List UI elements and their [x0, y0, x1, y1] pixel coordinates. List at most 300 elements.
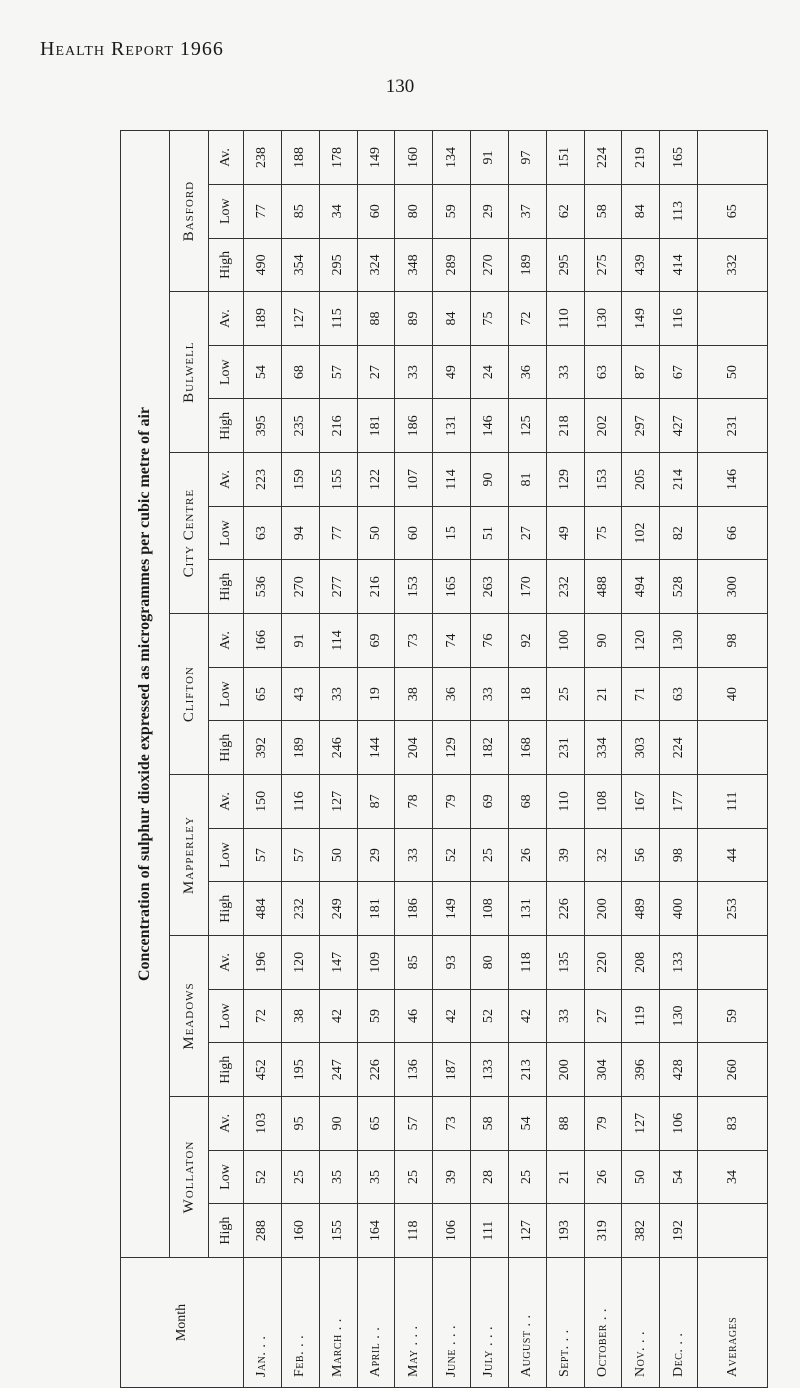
table-cell: 232 — [546, 560, 584, 614]
table-cell: 90 — [471, 453, 509, 507]
table-cell: 25 — [508, 1150, 546, 1204]
table-cell: 232 — [281, 882, 319, 936]
table-cell: 146 — [471, 399, 509, 453]
table-cell: 98 — [660, 828, 698, 882]
table-cell: 108 — [471, 882, 509, 936]
table-cell: 33 — [395, 828, 433, 882]
sub-header: Low — [209, 828, 244, 882]
month-label: Nov. . . — [622, 1258, 660, 1388]
table-cell: 67 — [660, 345, 698, 399]
sub-header: Av. — [209, 936, 244, 990]
table-cell: 116 — [660, 292, 698, 346]
month-label: October . . — [584, 1258, 622, 1388]
month-label: August . . — [508, 1258, 546, 1388]
table-cell: 52 — [244, 1150, 282, 1204]
table-cell: 18 — [508, 667, 546, 721]
table-row — [357, 131, 395, 1388]
table-cell: 42 — [433, 989, 471, 1043]
station-header: Wollaton — [170, 1097, 209, 1258]
average-cell: 111 — [698, 775, 768, 829]
table-cell: 25 — [395, 1150, 433, 1204]
table-cell: 29 — [357, 828, 395, 882]
table-cell: 42 — [319, 989, 357, 1043]
table-cell: 396 — [622, 1043, 660, 1097]
table-cell: 354 — [281, 238, 319, 292]
table-cell: 29 — [471, 184, 509, 238]
table-cell: 127 — [622, 1097, 660, 1151]
table-cell: 160 — [281, 1204, 319, 1258]
table-cell: 202 — [584, 399, 622, 453]
table-cell: 168 — [508, 721, 546, 775]
month-label: July . . . — [471, 1258, 509, 1388]
table-cell: 37 — [508, 184, 546, 238]
table-cell: 87 — [622, 345, 660, 399]
table-cell: 106 — [433, 1204, 471, 1258]
table-cell: 167 — [622, 775, 660, 829]
table-cell: 72 — [508, 292, 546, 346]
table-cell: 110 — [546, 292, 584, 346]
table-title: Concentration of sulphur dioxide expressed as microgrammes per cubic metre of air — [121, 131, 170, 1258]
table-cell: 94 — [281, 506, 319, 560]
table-cell: 91 — [281, 614, 319, 668]
table-cell: 153 — [395, 560, 433, 614]
table-cell: 270 — [281, 560, 319, 614]
table-row — [546, 131, 584, 1388]
table-cell: 111 — [471, 1204, 509, 1258]
table-cell: 216 — [319, 399, 357, 453]
sub-header: Av. — [209, 453, 244, 507]
average-cell: 40 — [698, 667, 768, 721]
table-cell: 187 — [433, 1043, 471, 1097]
station-header: Meadows — [170, 936, 209, 1097]
table-cell: 27 — [357, 345, 395, 399]
table-cell: 32 — [584, 828, 622, 882]
page-number: 130 — [385, 76, 415, 97]
table-cell: 108 — [584, 775, 622, 829]
table-cell: 100 — [546, 614, 584, 668]
table-cell: 177 — [660, 775, 698, 829]
average-cell: 34 — [698, 1150, 768, 1204]
table-cell: 249 — [319, 882, 357, 936]
table-cell: 159 — [281, 453, 319, 507]
table-cell: 170 — [508, 560, 546, 614]
sub-header: Low — [209, 667, 244, 721]
sub-header: High — [209, 1204, 244, 1258]
table-cell: 34 — [319, 184, 357, 238]
month-label: Sept. . . — [546, 1258, 584, 1388]
table-cell: 164 — [357, 1204, 395, 1258]
table-cell: 246 — [319, 721, 357, 775]
table-cell: 97 — [508, 131, 546, 185]
table-cell: 35 — [357, 1150, 395, 1204]
table-cell: 324 — [357, 238, 395, 292]
table-cell: 80 — [471, 936, 509, 990]
table-cell: 89 — [395, 292, 433, 346]
table-cell: 106 — [660, 1097, 698, 1151]
sub-header: Av. — [209, 131, 244, 185]
table-cell: 115 — [319, 292, 357, 346]
station-header: Bulwell — [170, 292, 209, 453]
table-cell: 223 — [244, 453, 282, 507]
station-header: Basford — [170, 131, 209, 292]
table-cell: 295 — [319, 238, 357, 292]
table-cell: 218 — [546, 399, 584, 453]
table-cell: 133 — [471, 1043, 509, 1097]
table-cell: 204 — [395, 721, 433, 775]
table-cell: 77 — [244, 184, 282, 238]
table-cell: 192 — [660, 1204, 698, 1258]
table-cell: 134 — [433, 131, 471, 185]
table-cell: 118 — [508, 936, 546, 990]
sub-header: Low — [209, 506, 244, 560]
table-cell: 131 — [508, 882, 546, 936]
table-cell: 130 — [584, 292, 622, 346]
table-cell: 382 — [622, 1204, 660, 1258]
table-cell: 78 — [395, 775, 433, 829]
table-row — [622, 131, 660, 1388]
table-cell: 65 — [244, 667, 282, 721]
table-cell: 82 — [660, 506, 698, 560]
average-cell: 65 — [698, 184, 768, 238]
table-cell: 536 — [244, 560, 282, 614]
table-cell: 231 — [546, 721, 584, 775]
table-cell: 216 — [357, 560, 395, 614]
table-cell: 87 — [357, 775, 395, 829]
sub-header: Low — [209, 989, 244, 1043]
table-cell: 224 — [660, 721, 698, 775]
table-cell: 21 — [546, 1150, 584, 1204]
table-cell: 76 — [471, 614, 509, 668]
table-cell: 263 — [471, 560, 509, 614]
table-cell: 136 — [395, 1043, 433, 1097]
table-cell: 58 — [471, 1097, 509, 1151]
table-cell: 84 — [433, 292, 471, 346]
table-row — [660, 131, 698, 1388]
average-cell: 59 — [698, 989, 768, 1043]
average-cell: 66 — [698, 506, 768, 560]
table-cell: 181 — [357, 882, 395, 936]
table-cell: 178 — [319, 131, 357, 185]
month-label: June . . . — [433, 1258, 471, 1388]
average-cell: 253 — [698, 882, 768, 936]
table-cell: 28 — [471, 1150, 509, 1204]
sub-header-row — [209, 131, 244, 1388]
average-cell — [698, 131, 768, 185]
table-cell: 102 — [622, 506, 660, 560]
table-cell: 200 — [546, 1043, 584, 1097]
table-cell: 68 — [508, 775, 546, 829]
table-cell: 73 — [395, 614, 433, 668]
table-cell: 80 — [395, 184, 433, 238]
table-cell: 270 — [471, 238, 509, 292]
table-cell: 275 — [584, 238, 622, 292]
table-cell: 528 — [660, 560, 698, 614]
table-cell: 49 — [433, 345, 471, 399]
table-cell: 65 — [357, 1097, 395, 1151]
table-cell: 149 — [622, 292, 660, 346]
table-cell: 122 — [357, 453, 395, 507]
table-cell: 39 — [546, 828, 584, 882]
average-cell: 98 — [698, 614, 768, 668]
table-cell: 165 — [660, 131, 698, 185]
table-cell: 189 — [508, 238, 546, 292]
table-cell: 120 — [281, 936, 319, 990]
table-cell: 81 — [508, 453, 546, 507]
table-cell: 33 — [395, 345, 433, 399]
table-cell: 135 — [546, 936, 584, 990]
station-header-row — [170, 131, 209, 1388]
sub-header: Av. — [209, 775, 244, 829]
table-cell: 205 — [622, 453, 660, 507]
rotated-table-container — [120, 130, 768, 1388]
table-cell: 133 — [660, 936, 698, 990]
table-cell: 150 — [244, 775, 282, 829]
month-label: Feb. . . — [281, 1258, 319, 1388]
table-cell: 113 — [660, 184, 698, 238]
table-cell: 50 — [357, 506, 395, 560]
table-cell: 348 — [395, 238, 433, 292]
average-cell: 300 — [698, 560, 768, 614]
table-cell: 95 — [281, 1097, 319, 1151]
table-cell: 74 — [433, 614, 471, 668]
table-cell: 494 — [622, 560, 660, 614]
table-cell: 400 — [660, 882, 698, 936]
table-cell: 109 — [357, 936, 395, 990]
table-cell: 130 — [660, 614, 698, 668]
table-cell: 181 — [357, 399, 395, 453]
table-cell: 54 — [244, 345, 282, 399]
table-cell: 27 — [508, 506, 546, 560]
table-cell: 68 — [281, 345, 319, 399]
table-cell: 304 — [584, 1043, 622, 1097]
sub-header: Low — [209, 184, 244, 238]
table-cell: 153 — [584, 453, 622, 507]
table-cell: 90 — [319, 1097, 357, 1151]
table-cell: 452 — [244, 1043, 282, 1097]
table-cell: 220 — [584, 936, 622, 990]
table-row — [471, 131, 509, 1388]
table-cell: 57 — [319, 345, 357, 399]
sub-header: High — [209, 1043, 244, 1097]
table-cell: 166 — [244, 614, 282, 668]
table-cell: 144 — [357, 721, 395, 775]
table-cell: 297 — [622, 399, 660, 453]
average-cell: 231 — [698, 399, 768, 453]
table-cell: 277 — [319, 560, 357, 614]
table-cell: 56 — [622, 828, 660, 882]
table-cell: 107 — [395, 453, 433, 507]
table-cell: 60 — [357, 184, 395, 238]
table-cell: 63 — [244, 506, 282, 560]
table-row — [281, 131, 319, 1388]
table-cell: 43 — [281, 667, 319, 721]
table-cell: 84 — [622, 184, 660, 238]
table-cell: 79 — [584, 1097, 622, 1151]
month-label: March . . — [319, 1258, 357, 1388]
table-cell: 26 — [584, 1150, 622, 1204]
table-cell: 25 — [546, 667, 584, 721]
table-cell: 295 — [546, 238, 584, 292]
table-cell: 59 — [433, 184, 471, 238]
table-row — [584, 131, 622, 1388]
table-cell: 219 — [622, 131, 660, 185]
average-cell — [698, 936, 768, 990]
table-cell: 247 — [319, 1043, 357, 1097]
table-cell: 147 — [319, 936, 357, 990]
table-cell: 77 — [319, 506, 357, 560]
table-cell: 57 — [395, 1097, 433, 1151]
table-cell: 114 — [433, 453, 471, 507]
table-cell: 235 — [281, 399, 319, 453]
table-cell: 428 — [660, 1043, 698, 1097]
table-cell: 36 — [433, 667, 471, 721]
table-cell: 395 — [244, 399, 282, 453]
table-cell: 127 — [281, 292, 319, 346]
table-cell: 93 — [433, 936, 471, 990]
table-cell: 488 — [584, 560, 622, 614]
month-column-header: Month — [121, 1258, 244, 1388]
table-cell: 57 — [281, 828, 319, 882]
table-cell: 303 — [622, 721, 660, 775]
table-cell: 289 — [433, 238, 471, 292]
table-cell: 165 — [433, 560, 471, 614]
table-cell: 25 — [471, 828, 509, 882]
table-cell: 36 — [508, 345, 546, 399]
table-row — [395, 131, 433, 1388]
table-cell: 213 — [508, 1043, 546, 1097]
table-cell: 46 — [395, 989, 433, 1043]
table-cell: 42 — [508, 989, 546, 1043]
table-cell: 186 — [395, 399, 433, 453]
table-cell: 73 — [433, 1097, 471, 1151]
table-cell: 71 — [622, 667, 660, 721]
table-cell: 114 — [319, 614, 357, 668]
table-cell: 151 — [546, 131, 584, 185]
table-cell: 57 — [244, 828, 282, 882]
table-cell: 186 — [395, 882, 433, 936]
average-cell: 146 — [698, 453, 768, 507]
table-cell: 103 — [244, 1097, 282, 1151]
table-cell: 33 — [319, 667, 357, 721]
sub-header: High — [209, 560, 244, 614]
table-cell: 110 — [546, 775, 584, 829]
table-cell: 439 — [622, 238, 660, 292]
table-cell: 85 — [395, 936, 433, 990]
average-cell: 44 — [698, 828, 768, 882]
table-cell: 130 — [660, 989, 698, 1043]
table-cell: 214 — [660, 453, 698, 507]
table-cell: 200 — [584, 882, 622, 936]
averages-row — [698, 131, 768, 1388]
table-body — [244, 131, 768, 1388]
table-cell: 484 — [244, 882, 282, 936]
table-cell: 63 — [660, 667, 698, 721]
table-cell: 129 — [433, 721, 471, 775]
table-cell: 35 — [319, 1150, 357, 1204]
table-cell: 51 — [471, 506, 509, 560]
table-cell: 119 — [622, 989, 660, 1043]
table-cell: 288 — [244, 1204, 282, 1258]
table-cell: 69 — [471, 775, 509, 829]
sub-header: Av. — [209, 1097, 244, 1151]
table-cell: 50 — [622, 1150, 660, 1204]
table-cell: 15 — [433, 506, 471, 560]
table-cell: 21 — [584, 667, 622, 721]
table-cell: 52 — [471, 989, 509, 1043]
table-cell: 38 — [395, 667, 433, 721]
station-header: Clifton — [170, 614, 209, 775]
month-label: Jan. . . — [244, 1258, 282, 1388]
table-cell: 155 — [319, 1204, 357, 1258]
sulphur-dioxide-table — [120, 130, 768, 1388]
table-cell: 129 — [546, 453, 584, 507]
table-cell: 27 — [584, 989, 622, 1043]
table-cell: 196 — [244, 936, 282, 990]
table-cell: 125 — [508, 399, 546, 453]
table-cell: 79 — [433, 775, 471, 829]
station-header: City Centre — [170, 453, 209, 614]
table-cell: 160 — [395, 131, 433, 185]
table-cell: 39 — [433, 1150, 471, 1204]
sub-header: Av. — [209, 614, 244, 668]
table-cell: 127 — [508, 1204, 546, 1258]
table-row — [433, 131, 471, 1388]
table-cell: 392 — [244, 721, 282, 775]
table-cell: 189 — [281, 721, 319, 775]
average-cell — [698, 1204, 768, 1258]
month-label: May . . . — [395, 1258, 433, 1388]
table-cell: 54 — [660, 1150, 698, 1204]
table-cell: 319 — [584, 1204, 622, 1258]
table-row — [319, 131, 357, 1388]
table-cell: 88 — [546, 1097, 584, 1151]
table-cell: 188 — [281, 131, 319, 185]
table-cell: 38 — [281, 989, 319, 1043]
table-cell: 427 — [660, 399, 698, 453]
table-cell: 19 — [357, 667, 395, 721]
table-cell: 85 — [281, 184, 319, 238]
average-cell — [698, 721, 768, 775]
averages-label: Averages — [698, 1258, 768, 1388]
table-cell: 224 — [584, 131, 622, 185]
month-label: April . . — [357, 1258, 395, 1388]
table-cell: 116 — [281, 775, 319, 829]
average-cell: 260 — [698, 1043, 768, 1097]
table-cell: 88 — [357, 292, 395, 346]
table-cell: 69 — [357, 614, 395, 668]
table-cell: 189 — [244, 292, 282, 346]
table-cell: 58 — [584, 184, 622, 238]
table-cell: 54 — [508, 1097, 546, 1151]
average-cell: 332 — [698, 238, 768, 292]
table-cell: 238 — [244, 131, 282, 185]
table-cell: 26 — [508, 828, 546, 882]
sub-header: Av. — [209, 292, 244, 346]
table-cell: 25 — [281, 1150, 319, 1204]
table-cell: 226 — [357, 1043, 395, 1097]
table-cell: 193 — [546, 1204, 584, 1258]
table-row — [244, 131, 282, 1388]
table-cell: 155 — [319, 453, 357, 507]
average-cell — [698, 292, 768, 346]
table-cell: 33 — [546, 345, 584, 399]
table-cell: 208 — [622, 936, 660, 990]
table-cell: 75 — [584, 506, 622, 560]
table-cell: 62 — [546, 184, 584, 238]
table-cell: 120 — [622, 614, 660, 668]
table-cell: 75 — [471, 292, 509, 346]
table-cell: 92 — [508, 614, 546, 668]
